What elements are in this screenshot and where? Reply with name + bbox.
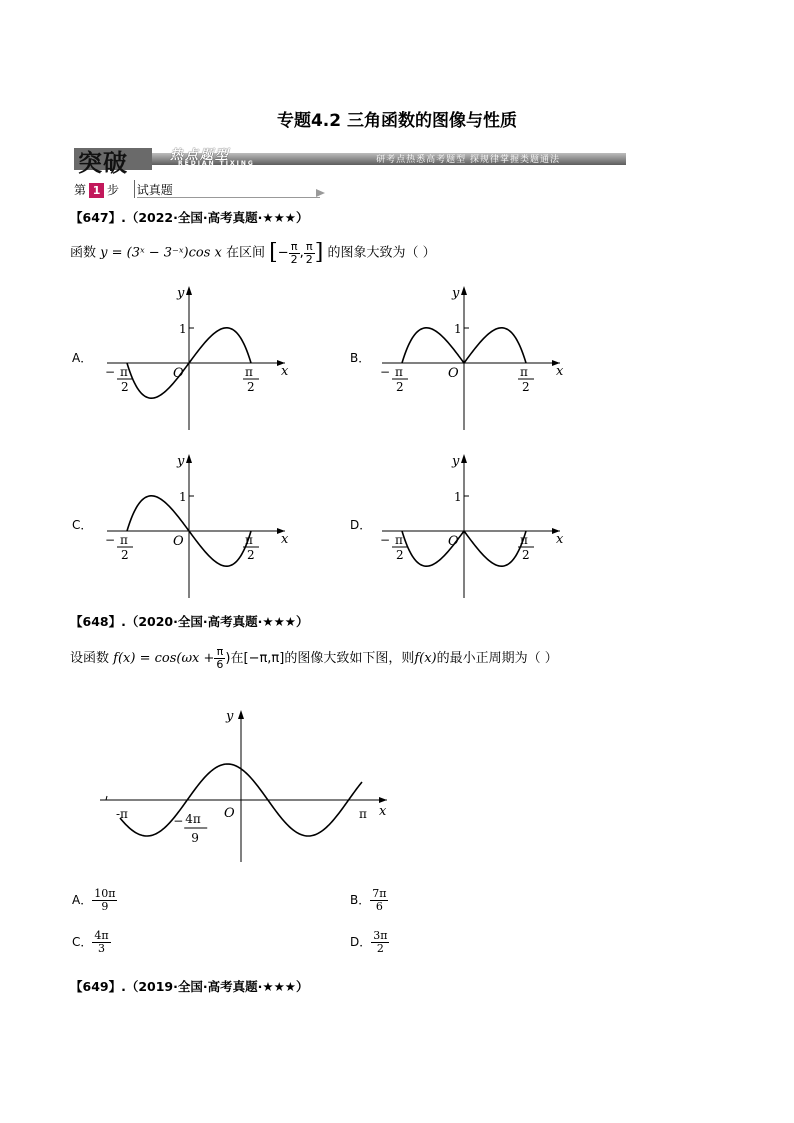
step-separator	[134, 180, 135, 198]
q648-fx: f(x)	[414, 651, 437, 666]
y-axis-arrow-icon	[238, 710, 244, 719]
origin-label: O	[173, 534, 184, 549]
tick-pos-pi: π	[245, 365, 253, 379]
x-axis-arrow-icon	[379, 797, 387, 803]
q648-option-d[interactable]	[350, 930, 389, 955]
q648-option-c-num: 4π	[94, 929, 109, 942]
page-title: 专题4.2 三角函数的图像与性质	[276, 111, 518, 131]
x-axis-label: x	[556, 532, 564, 547]
origin-label: O	[224, 806, 235, 821]
q647-graph-b[interactable]	[370, 280, 580, 432]
q648-text-post: 的最小正周期为（ ）	[436, 651, 558, 666]
q647-option-b-label[interactable]: B．	[350, 351, 371, 365]
q648-text-mid: )在[−π,π]的图像大致如下图，则	[225, 651, 415, 666]
q647-right-num: π	[304, 241, 315, 254]
y-axis-label: y	[177, 454, 185, 469]
question-648-text	[70, 645, 558, 679]
q647-interval-left-minus: −	[277, 245, 289, 261]
step-underline	[137, 197, 320, 198]
step-prefix: 第	[74, 183, 87, 197]
q647-interval-left-frac	[289, 241, 300, 266]
x-axis-label: x	[556, 364, 564, 379]
question-647-header: 【647】.（2022·全国·高考真题·★★★）	[70, 210, 309, 225]
step-number: 1	[89, 183, 104, 198]
q647-left-num: π	[289, 241, 300, 254]
q648-formula-frac	[214, 646, 225, 671]
q648-option-a-frac	[92, 888, 117, 913]
x-axis-label: x	[379, 804, 387, 819]
tick-one-label: 1	[454, 490, 462, 504]
step-label: 试真题	[136, 183, 173, 197]
tick-pos-pi: π	[520, 533, 528, 547]
q648-text-pre: 设函数	[70, 651, 110, 666]
tick-neg-pi-label: -π	[116, 807, 128, 821]
question-647-text: 函数 y = (3ˣ − 3⁻ˣ)cos x 在区间 [− $\frac{\pi}{2}$ , $\frac{\pi}{2}$ ] 的图象大致为（ ）	[70, 239, 436, 266]
tick-pi-label: π	[359, 807, 367, 821]
tick-neg-pi: π	[395, 533, 403, 547]
tick-neg-two: 2	[121, 548, 129, 562]
tick-neg-num: 4π	[185, 812, 201, 826]
y-axis-arrow-icon	[461, 454, 467, 463]
y-axis-label: y	[226, 709, 234, 724]
tick-pos-two: 2	[247, 380, 255, 394]
tick-pos-pi: π	[245, 533, 253, 547]
q648-option-d-num: 3π	[373, 929, 388, 942]
tick-neg-minus: −	[105, 533, 116, 547]
question-648-header: 【648】.（2020·全国·高考真题·★★★）	[70, 614, 309, 629]
q648-frac-den: 6	[216, 658, 224, 671]
banner-mid-text: 热点题型	[170, 148, 231, 163]
q647-interval-right-frac	[304, 241, 315, 266]
q648-option-b-label: B．	[350, 893, 371, 907]
tick-one-label: 1	[179, 490, 187, 504]
tick-pos-two: 2	[247, 548, 255, 562]
tick-neg-pi: π	[395, 365, 403, 379]
tick-pos-pi: π	[520, 365, 528, 379]
tick-mark	[106, 796, 107, 800]
q648-graph	[95, 700, 395, 870]
tick-pos-two: 2	[522, 548, 530, 562]
q647-graph-c[interactable]	[95, 448, 305, 600]
q647-text-mid: 在区间	[225, 245, 265, 261]
q647-option-d-label[interactable]: D．	[350, 518, 372, 532]
banner-sub-text: REDIAN TIXING	[178, 160, 255, 167]
step-suffix: 步	[107, 183, 120, 197]
origin-label: O	[448, 534, 459, 549]
x-axis-label: x	[281, 532, 289, 547]
tick-neg-two: 2	[396, 548, 404, 562]
tick-neg-minus: −	[380, 533, 391, 547]
y-axis-label: y	[452, 454, 460, 469]
q648-option-b-den: 6	[375, 900, 383, 913]
tick-pos-two: 2	[522, 380, 530, 394]
q647-graph-d[interactable]	[370, 448, 580, 600]
tick-neg-pi: π	[120, 533, 128, 547]
q647-text-post: 的图象大致为（ ）	[327, 245, 436, 261]
tick-neg-minus: −	[380, 365, 391, 379]
banner-right-text: 研考点热悉高考题型 探规律掌握类题通法	[376, 155, 560, 165]
tick-neg-two: 2	[396, 380, 404, 394]
tick-neg-pi: π	[120, 365, 128, 379]
q647-graph-a[interactable]	[95, 280, 305, 432]
q648-option-a-den: 9	[101, 900, 109, 913]
q648-option-c-den: 3	[98, 942, 105, 955]
q647-interval-bracket-open: [	[269, 240, 278, 265]
q648-option-a[interactable]	[72, 888, 117, 913]
tick-neg-two: 2	[121, 380, 129, 394]
x-axis-label: x	[281, 364, 289, 379]
tick-neg-minus: −	[173, 814, 184, 828]
q648-option-d-label: D．	[350, 935, 372, 949]
question-649-header: 【649】.（2019·全国·高考真题·★★★）	[70, 979, 309, 994]
tick-neg-den: 9	[191, 831, 199, 845]
q648-formula: f(x) = cos(ωx +	[113, 651, 215, 666]
q648-option-b-frac	[370, 888, 388, 913]
banner-big-text: 突破	[78, 148, 128, 177]
q647-interval-bracket-close: ]	[314, 240, 324, 265]
q647-right-den: 2	[305, 252, 313, 266]
q648-option-b-num: 7π	[372, 887, 387, 900]
y-axis-arrow-icon	[186, 286, 192, 295]
q648-option-a-num: 10π	[94, 887, 116, 900]
q648-option-c-label: C．	[72, 935, 93, 949]
section-banner	[74, 146, 626, 177]
q648-option-d-den: 2	[376, 942, 384, 955]
y-axis-arrow-icon	[461, 286, 467, 295]
q648-option-d-frac	[371, 930, 389, 955]
tick-one-label: 1	[179, 322, 187, 336]
q648-option-b[interactable]	[350, 888, 388, 913]
q647-left-den: 2	[290, 252, 298, 266]
tick-one-label: 1	[454, 322, 462, 336]
y-axis-label: y	[452, 286, 460, 301]
q648-option-c-frac	[92, 930, 110, 955]
q648-frac-num: π	[214, 646, 225, 659]
y-axis-arrow-icon	[186, 454, 192, 463]
q647-text-pre: 函数	[70, 245, 97, 261]
y-axis-label: y	[177, 286, 185, 301]
q647-option-c-label[interactable]: C．	[72, 518, 93, 532]
q648-option-a-label: A．	[72, 893, 93, 907]
q648-option-c[interactable]	[72, 930, 111, 955]
origin-label: O	[173, 366, 184, 381]
q647-option-a-label[interactable]: A．	[72, 351, 93, 365]
step-triangle-icon	[316, 189, 325, 197]
q647-formula: y = (3ˣ − 3⁻ˣ)cos x	[100, 245, 222, 261]
origin-label: O	[448, 366, 459, 381]
tick-neg-minus: −	[105, 365, 116, 379]
